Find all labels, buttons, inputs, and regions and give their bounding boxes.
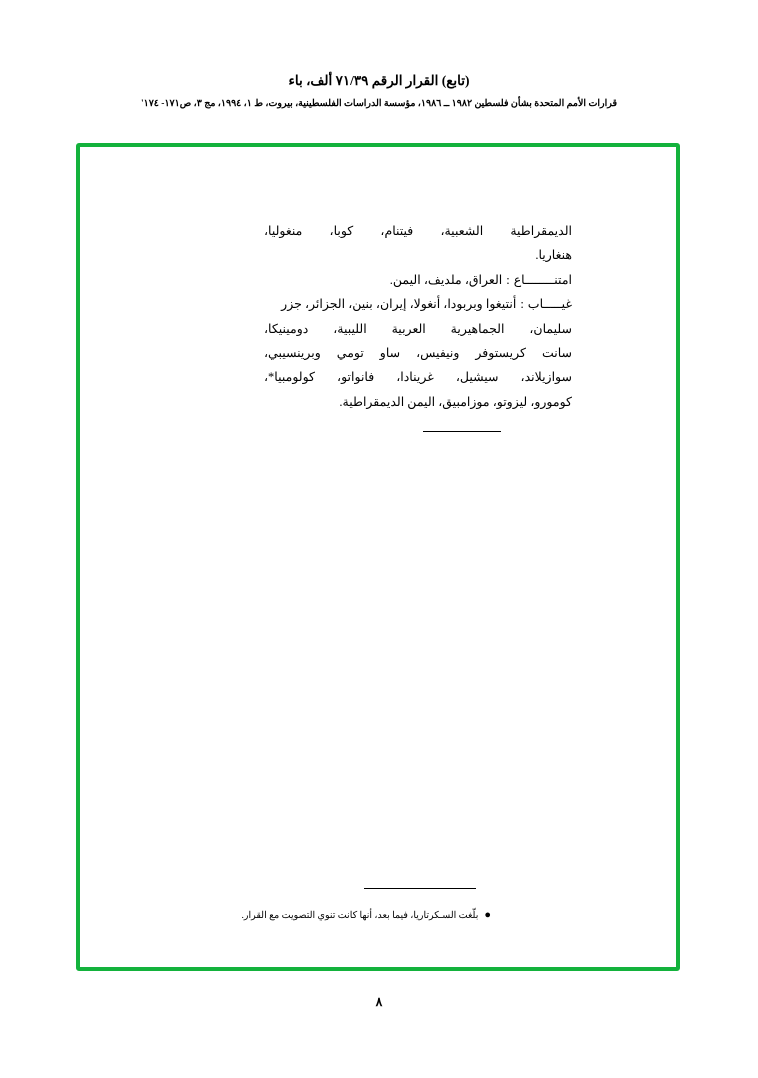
absent-value-line-2: سليمان، الجماهيرية العربية الليبية، دومينيكا، bbox=[264, 321, 572, 336]
footnote-bullet-icon: ● bbox=[484, 908, 491, 921]
footnote bbox=[151, 909, 491, 923]
abstentions-colon: : bbox=[506, 272, 510, 287]
absent-value-line-5: كومورو، ليزوتو، موزامبيق، اليمن الديمقراطية. bbox=[339, 394, 572, 409]
content-frame bbox=[76, 143, 680, 971]
absent-row bbox=[264, 292, 572, 316]
footnote-text: بلّغت السـكرتاريا، فيما بعد، أنها كانت تنوي التصويت مع القرار. bbox=[241, 910, 479, 921]
continued-list-line-2: هنغاريا. bbox=[535, 248, 572, 263]
page-source-citation: قرارات الأمم المتحدة بشأن فلسطين ١٩٨٢ ــ ١٩٨٦، مؤسسة الدراسات الفلسطينية، بيروت، ط ١، ١٩٩٤، مج ٣، ص١٧١- ١٧٤' bbox=[140, 98, 618, 109]
absent-label: غيـــــاب bbox=[527, 297, 572, 312]
footnote-separator-rule bbox=[364, 888, 476, 889]
page-header bbox=[0, 72, 758, 110]
page-number: ٨ bbox=[375, 995, 383, 1009]
absent-colon: : bbox=[520, 297, 524, 312]
abstentions-label: امتنــــــــاع bbox=[513, 272, 572, 287]
voting-record-block bbox=[264, 219, 572, 414]
abstentions-value: العراق، ملديف، اليمن. bbox=[389, 272, 503, 287]
abstentions-row bbox=[264, 268, 572, 292]
section-divider-rule bbox=[423, 431, 501, 432]
absent-value-line-4: سوازيلاند، سيشيل، غرينادا، فانواتو، كولومبيا*، bbox=[264, 370, 572, 385]
absent-value-line-1: أنتيغوا وبربودا، أنغولا، إيران، بنين، الجزائر، جزر bbox=[281, 297, 517, 312]
continued-list-line-1: الديمقراطية الشعبية، فيتنام، كوبا، منغوليا، bbox=[264, 224, 572, 238]
absent-value-line-3: سانت كريستوفر ونيفيس، ساو تومي وبرينسيبي، bbox=[264, 345, 572, 360]
page-title: (تابع) القرار الرقم ٧١/٣٩ ألف، باء bbox=[288, 73, 470, 88]
